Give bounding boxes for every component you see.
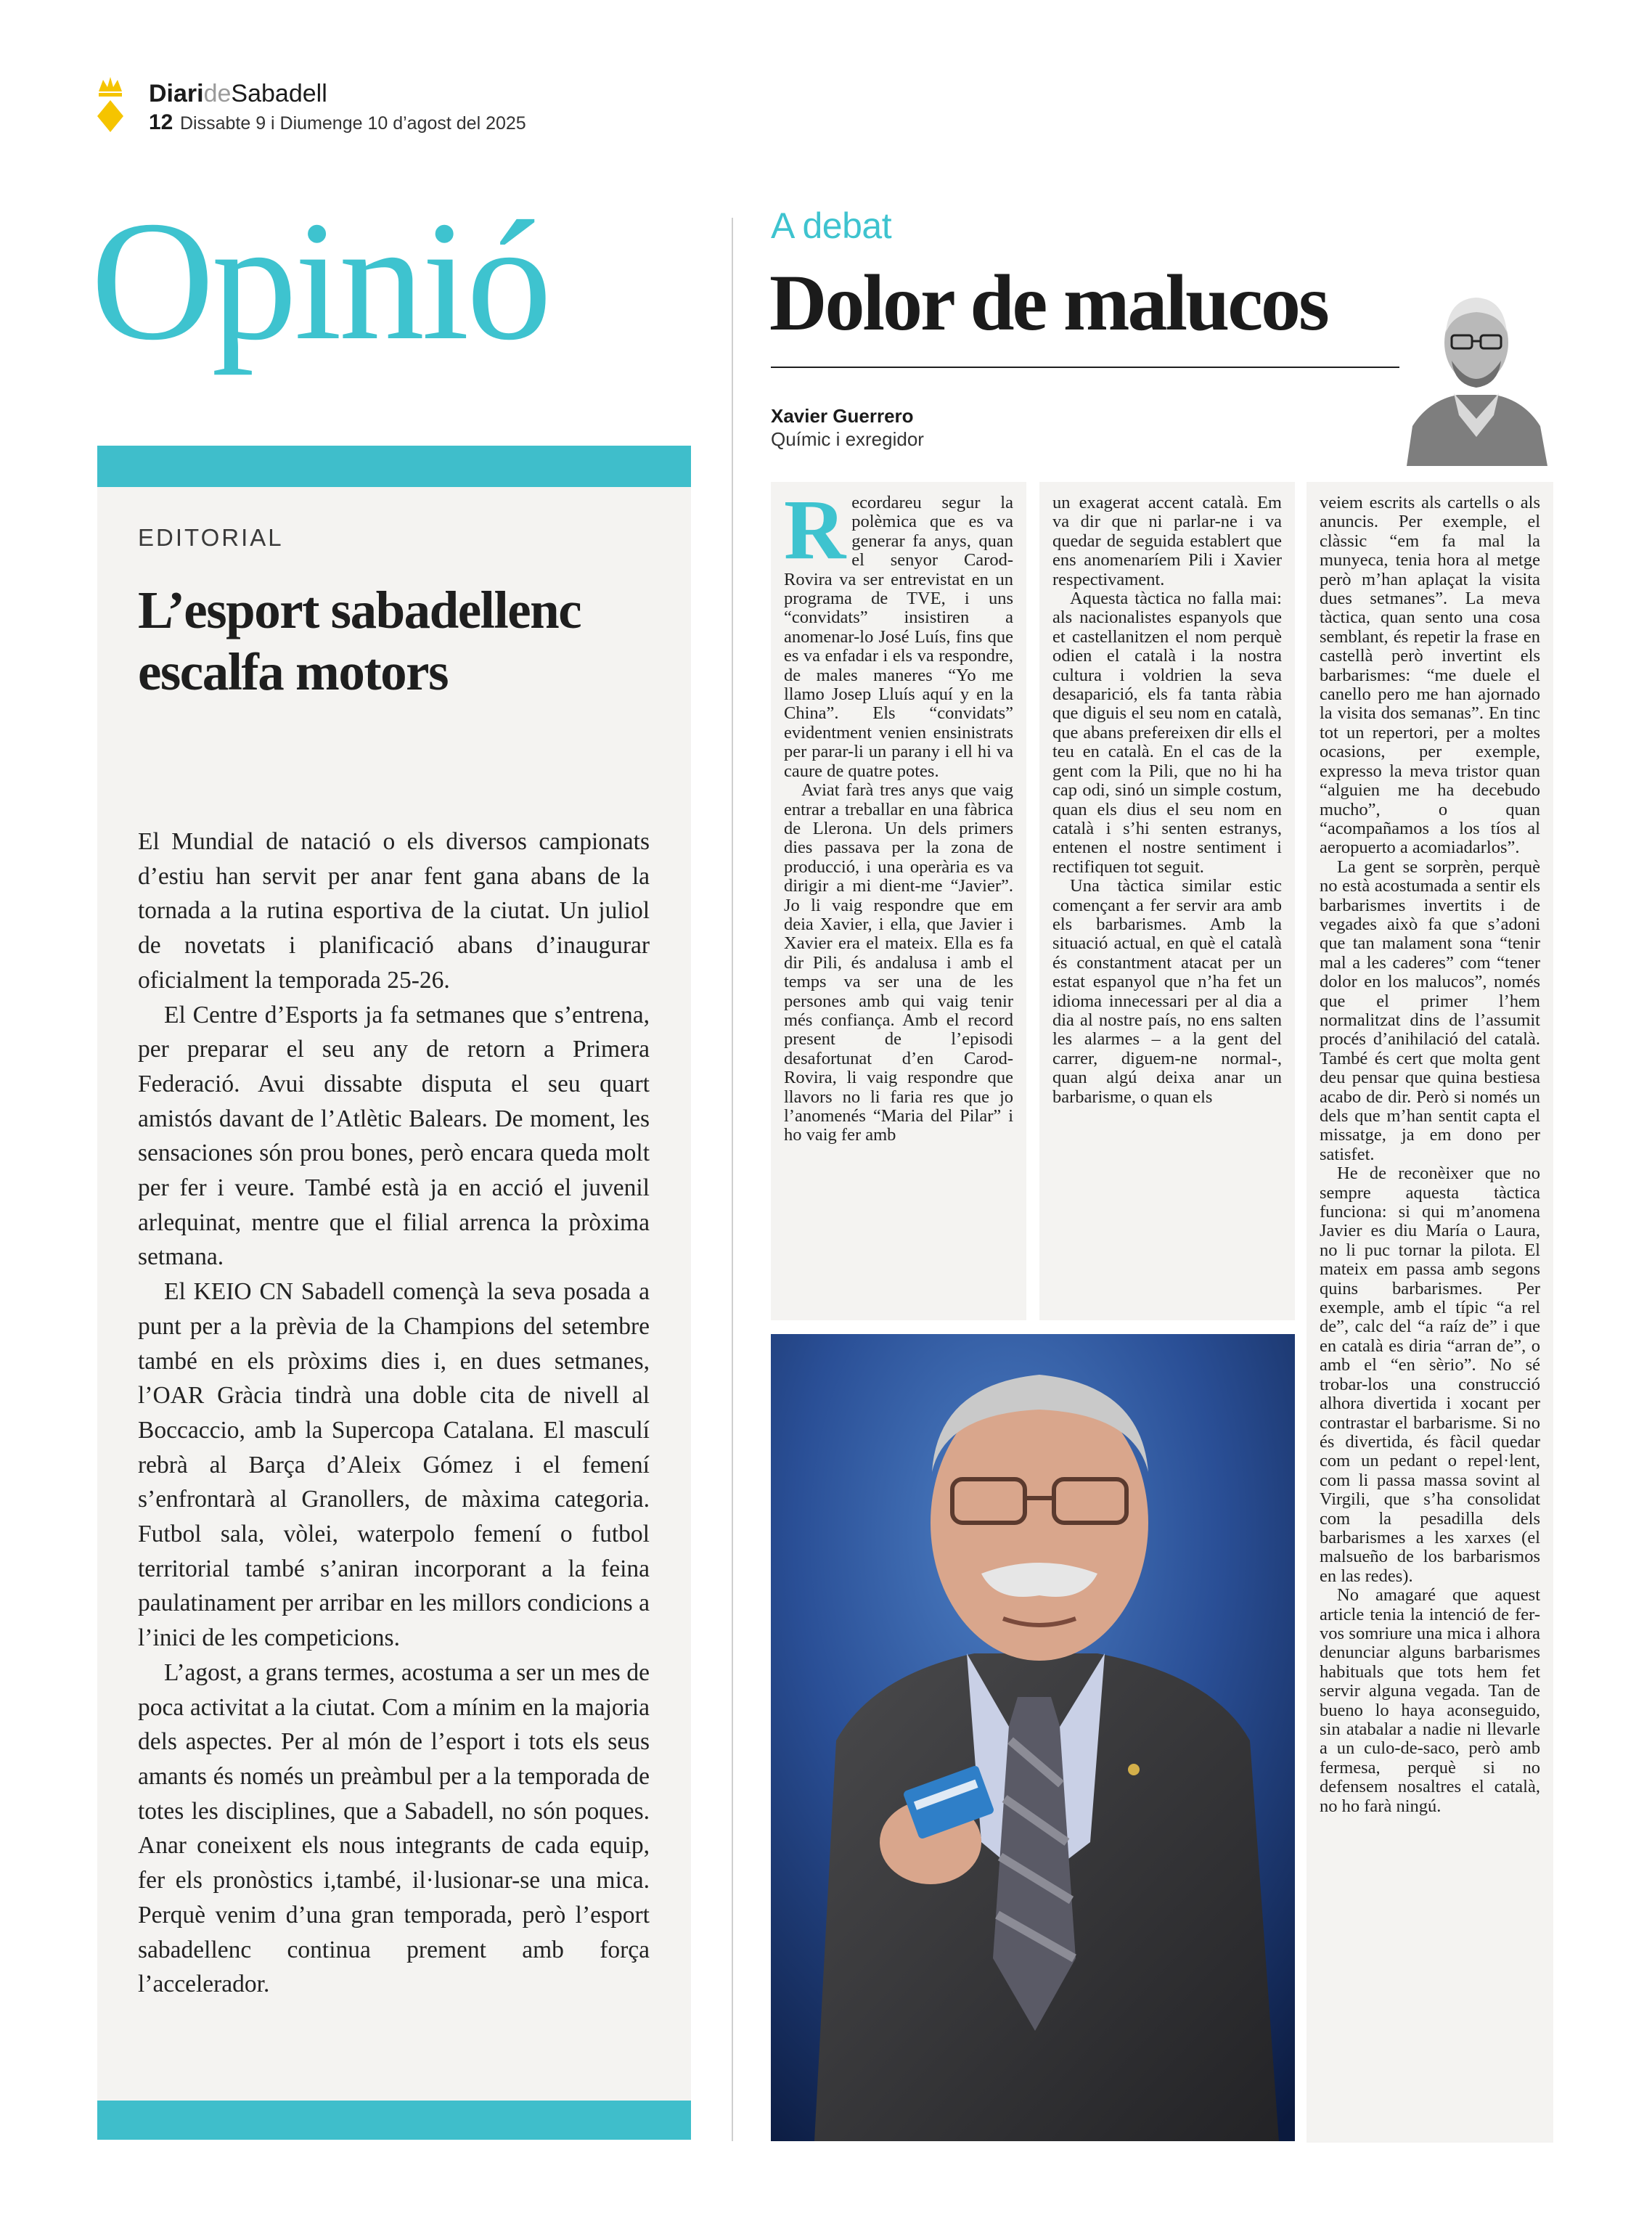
article-paragraph: La gent se sorprèn, perquè no està acostumada a sentir els barbarismes invertits i de vegades això fa que s’adoni que tan malament sona “tenir mal a les caderes” com “tener dolor en los malucos”, només que el primer l’hem normalitzat dins de l’assumit procés d’anihilació del català. També és cert que molta gent deu pensar que quina bestiesa acabo de dir. Però si només un dels que m’han sentit capta el missatge, ja em dono per satisfet.: [1320, 856, 1540, 1164]
crown-diamond-icon: [96, 75, 125, 134]
article-column-1: [771, 482, 1026, 1320]
editorial-paragraph: L’agost, a grans termes, acostuma a ser un mes de poca activitat a la ciutat. Com a mínim en la majoria dels aspectes. Per al món de l’esport i tots els seus amants és només un preàmbul per a la temporada de totes les disciplines, que a Sabadell, no són poques. Anar coneixent els nous integrants de cada equip, fer els pronòstics i,també, il·lusionar-se una mica. Perquè venim d’una gran temporada, però l’esport sabadellenc continua prement amb força l’accelerador.: [138, 1659, 650, 1998]
article-paragraph: un exagerat accent català. Em va dir que ni parlar-ne i va quedar de seguida establert que ens anomenaríem Pili i Xavier respectivament.: [1052, 493, 1282, 589]
author-role: Químic i exregidor: [771, 428, 924, 450]
drop-cap: R: [784, 482, 846, 577]
article-paragraph: veiem escrits als cartells o als anuncis. Per exemple, el clàssic “em fa mal la munyeca, tenia hora al metge però m’han aplaçat la visita dues setmanes”. La meva tàctica, quan sento una cosa semblant, és repetir la frase en castellà però invertint els barbarismes: “me duele el canello pero me han ajornado la visita dos semanas”. En tinc tot un repertori, per a moltes ocasions, per exemple, expresso la meva tristor quan “alguien me ha decebudo mucho”, o quan “acompañamos a los tíos al aeropuerto a acomiadarlos”.: [1320, 493, 1540, 858]
editorial-title: L’esport sabadellenc escalfa motors: [138, 581, 581, 701]
editorial-bottom-bar: [97, 2101, 691, 2140]
article-paragraph: Una tàctica similar estic començant a fer servir ara amb els barbarismes. Amb la situació actual, en què el català és constantment atacat per un estat espanyol que n’ha fet un idioma innecessari per al dia a dia al nostre país, no ens salten les alarmes – a la gent del carrer, diguem-ne normal-, quan algú deixa anar un barbarisme, o quan els: [1052, 876, 1282, 1107]
article-column-3: [1307, 482, 1553, 2143]
article-kicker: A debat: [771, 205, 892, 246]
article-paragraph: No amagaré que aquest article tenia la intenció de fer-vos somriure una mica i alhora denunciar alguns barbarismes habituals que tots hem fet servir alguna vegada. Tan de bueno lo haya aconseguido, sin atabalar a nadie ni llevarle a un culo-de-saco, però amb fermesa, perquè si no defensem nosaltres el català, no ho farà ningú.: [1320, 1585, 1540, 1816]
issue-date: Dissabte 9 i Diumenge 10 d’agost del 2025: [180, 113, 526, 134]
article-photo: [771, 1334, 1295, 2141]
column-divider: [732, 218, 733, 2141]
newspaper-name: DiarideSabadell: [149, 80, 327, 107]
article-headline: Dolor de malucos: [769, 258, 1328, 347]
editorial-paragraph: El Centre d’Esports ja fa setmanes que s’entrena, per preparar el seu any de retorn a Primera Federació. Avui dissabte disputa el seu quart amistós davant de l’Atlètic Balears. De moment, les sensaciones són prou bones, però encara queda molt per fer i veure. També està ja en acció el juvenil arlequinat, mentre que el filial arrenca la pròxima setmana.: [138, 1001, 650, 1271]
editorial-label: EDITORIAL: [138, 524, 284, 551]
article-column-2: [1039, 482, 1295, 1320]
editorial-paragraph: El Mundial de natació o els diversos campionats d’estiu han servit per anar fent gana abans de la tornada a la rutina esportiva de la ciutat. Un juliol de novetats i planificació abans d’inaugurar oficialment la temporada 25-26.: [138, 828, 650, 994]
author-name: Xavier Guerrero: [771, 405, 914, 427]
editorial-paragraph: El KEIO CN Sabadell començà la seva posada a punt per a la prèvia de la Champions del setembre també en els pròxims dies i, en dues setmanes, l’OAR Gràcia tindrà una doble cita de nivell al Boccaccio, amb la Supercopa Catalana. El masculí rebrà al Barça d’Aleix Gómez i el femení s’enfrontarà al Granollers, de màxima categoria. Futbol sala, vòlei, waterpolo femení o futbol territorial també s’aniran incorporant a la feina paulatinament per arribar en les millors condicions a l’inici de les competicions.: [138, 1278, 650, 1652]
article-paragraph: Aquesta tàctica no falla mai: als nacionalistes espanyols que et castellanitzen el nom perquè odien el català i la nostra cultura i voldrien la seva desaparició, els fa tanta ràbia que diguis el seu nom en català, que abans prefereixen dir ells el teu en català. En el cas de la gent com la Pili, que no hi ha cap odi, sinó un simple costum, quan els dius el seu nom en català i s’hi senten estranys, entenen el nostre sentiment i rectifiquen tot seguit.: [1052, 589, 1282, 877]
section-title: Opinió: [91, 187, 549, 376]
article-paragraph: Aviat farà tres anys que vaig entrar a treballar en una fàbrica de Llerona. Un dels primers dies passava per la zona de producció, i una operària es va dirigir a mi dient-me “Javier”. Jo li vaig respondre que em deia Xavier, i ella, que Javier i Xavier era el mateix. Ella es fa dir Pili, és andalusa i amb el temps va ser una de les persones amb qui vaig tenir més confiança. Amb el record present de l’episodi desafortunat d’en Carod-Rovira, li vaig respondre que llavors no li faria res que jo l’anomenés “Maria del Pilar” i ho vaig fer amb: [784, 780, 1013, 1145]
editorial-top-bar: [97, 446, 691, 487]
page-number: 12: [149, 110, 173, 134]
article-paragraph: ecordareu segur la polèmica que es va generar fa anys, quan el senyor Carod-Rovira va ser entrevistat en un programa de TVE, i uns “convidats” insistiren a anomenar-lo José Luís, fins que es va enfadar i els va respondre, de males maneres “Yo me llamo Josep Lluís aquí y en la China”. Els “convidats” evidentment venien ensinistrats per parar-li un parany i ell hi va caure de quatre potes.: [784, 493, 1013, 781]
author-photo: [1399, 270, 1553, 466]
article-paragraph: He de reconèixer que no sempre aquesta tàctica funciona: si qui m’anomena Javier es diu María o Laura, no li puc tornar la pilota. El mateix em passa amb segons quins barbarismes. Per exemple, amb el típic “a rel de”, calc del “a raíz de” i que en català es diria “arran de”, o amb el “en sèrio”. No sé trobar-los una construcció alhora divertida i xocant per contrastar el barbarisme. Si no és divertida, és fàcil quedar com un pedant o repel·lent, com li passa massa sovint al Virgili, que s’ha consolidat com la pesadilla dels barbarismes a les xarxes (el malsueño de los barbarismos en las redes).: [1320, 1163, 1540, 1586]
editorial-body: [138, 825, 650, 2002]
